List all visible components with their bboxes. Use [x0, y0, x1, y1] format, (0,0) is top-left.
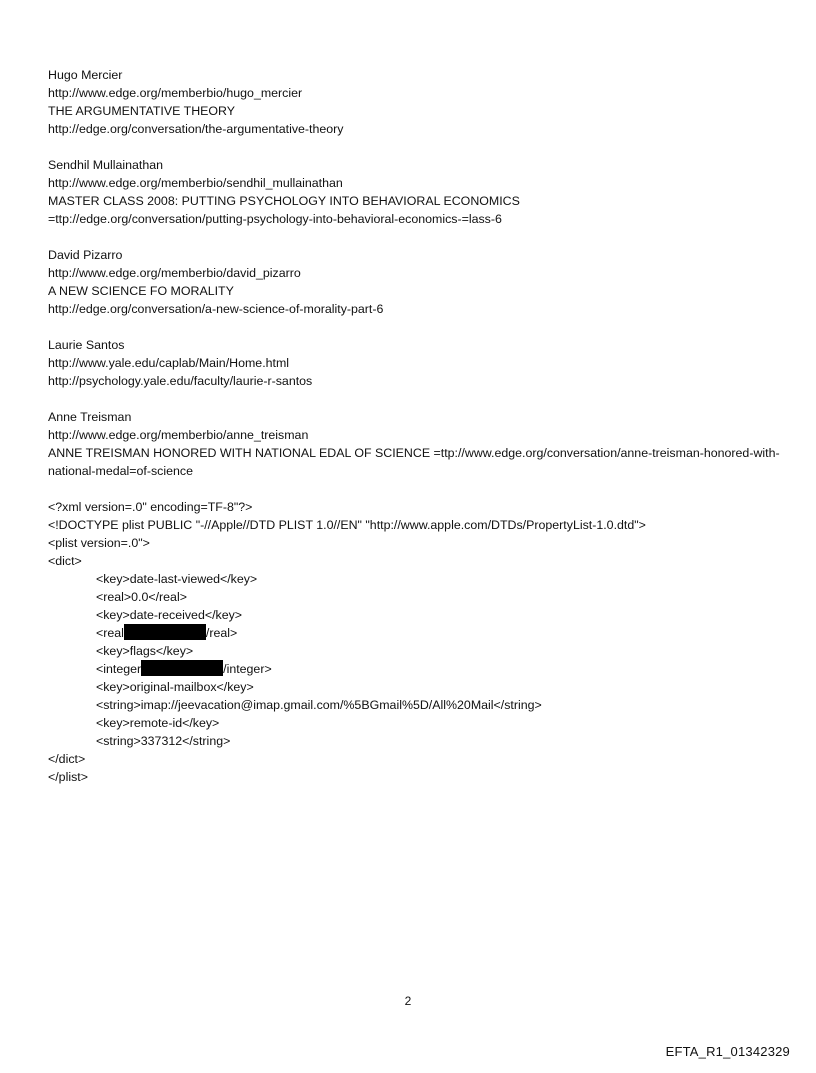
plist-real-received: [48, 624, 788, 642]
spacer: [48, 390, 788, 408]
entry-line: http://psychology.yale.edu/faculty/laurie-r-santos: [48, 374, 313, 388]
entry-line: http://www.edge.org/memberbio/hugo_mercier: [48, 86, 303, 100]
entry-wrapped-line: ANNE TREISMAN HONORED WITH NATIONAL EDAL OF SCIENCE =ttp://www.edge.org/conversation/anne-treisman-honored-with-national-medal=of-science: [48, 446, 780, 478]
entry-name: Sendhil Mullainathan: [48, 158, 164, 172]
plist-key-remote-id: <key>remote-id</key>: [96, 716, 220, 730]
plist-integer-close: /integer>: [223, 662, 272, 676]
entry-line: THE ARGUMENTATIVE THEORY: [48, 104, 236, 118]
entry-name: Laurie Santos: [48, 338, 125, 352]
entry-sendhil-mullainathan: [48, 156, 788, 228]
entry-name: David Pizarro: [48, 248, 123, 262]
entry-laurie-santos: [48, 336, 788, 390]
plist-real-open: <real: [96, 626, 124, 640]
spacer: [48, 318, 788, 336]
plist-real-close: /real>: [205, 626, 238, 640]
plist-open-tag: <plist version=.0">: [48, 536, 150, 550]
plist-close-tag: </plist>: [48, 770, 88, 784]
document-body: [48, 66, 788, 786]
entry-line: =ttp://edge.org/conversation/putting-psychology-into-behavioral-economics-=lass-6: [48, 212, 502, 226]
entry-hugo-mercier: [48, 66, 788, 138]
entry-line: http://www.edge.org/memberbio/david_pizarro: [48, 266, 301, 280]
spacer: [48, 480, 788, 498]
spacer: [48, 138, 788, 156]
entry-name: Anne Treisman: [48, 410, 132, 424]
document-id: EFTA_R1_01342329: [665, 1044, 790, 1059]
plist-string-mailbox: <string>imap://jeevacation@imap.gmail.com/%5BGmail%5D/All%20Mail</string>: [96, 698, 542, 712]
plist-integer-open: <integer: [96, 662, 142, 676]
entry-david-pizarro: [48, 246, 788, 318]
plist-real-last-viewed: <real>0.0</real>: [96, 590, 187, 604]
entry-name: Hugo Mercier: [48, 68, 123, 82]
plist-key-mailbox: <key>original-mailbox</key>: [96, 680, 254, 694]
entry-line: A NEW SCIENCE FO MORALITY: [48, 284, 234, 298]
plist-dict-open: <dict>: [48, 554, 82, 568]
plist-key-last-viewed: <key>date-last-viewed</key>: [96, 572, 258, 586]
plist-xml-declaration: <?xml version=.0" encoding=TF-8"?>: [48, 500, 253, 514]
plist-doctype: <!DOCTYPE plist PUBLIC "-//Apple//DTD PLIST 1.0//EN" "http://www.apple.com/DTDs/PropertyList-1.0.dtd">: [48, 518, 646, 532]
entry-line: http://edge.org/conversation/the-argumentative-theory: [48, 122, 344, 136]
redaction-bar: [141, 660, 223, 676]
plist-string-remote-id: <string>337312</string>: [96, 734, 231, 748]
entry-line: http://www.edge.org/memberbio/sendhil_mullainathan: [48, 176, 343, 190]
plist-block: [48, 498, 788, 786]
redaction-bar: [124, 624, 206, 640]
entry-line: http://www.yale.edu/caplab/Main/Home.html: [48, 356, 290, 370]
entry-line: http://www.edge.org/memberbio/anne_treisman: [48, 428, 309, 442]
plist-integer-flags: [48, 660, 788, 678]
plist-dict-close: </dict>: [48, 752, 86, 766]
page-number: 2: [404, 994, 412, 1008]
plist-key-received: <key>date-received</key>: [96, 608, 243, 622]
spacer: [48, 228, 788, 246]
entry-anne-treisman: [48, 408, 788, 480]
entry-line: http://edge.org/conversation/a-new-science-of-morality-part-6: [48, 302, 384, 316]
entry-line: MASTER CLASS 2008: PUTTING PSYCHOLOGY INTO BEHAVIORAL ECONOMICS: [48, 194, 520, 208]
plist-key-flags: <key>flags</key>: [96, 644, 194, 658]
